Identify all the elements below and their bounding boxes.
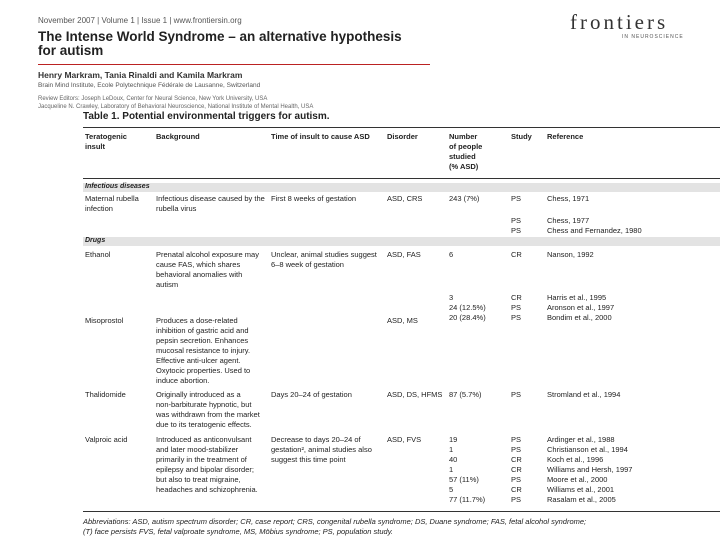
- valproic-time-l1: Decrease to days 20–24 of: [271, 435, 361, 444]
- section-band-drugs: [83, 237, 720, 246]
- thalidomide-time: Days 20–24 of gestation: [271, 390, 352, 399]
- valproic-time: [271, 435, 372, 465]
- rubella-reference-1: Chess, 1971: [547, 194, 590, 203]
- paper-affiliation: Brain Mind Institute, Ecole Polytechnique Fédérale de Lausanne, Switzerland: [38, 82, 261, 89]
- thalidomide-bg-l4: due to its teratogenic effects.: [156, 420, 252, 429]
- col-header-background: Background: [156, 132, 200, 141]
- ethanol-bg-l2: cause FAS, which shares: [156, 260, 241, 269]
- section-band-infectious: [83, 183, 720, 192]
- valproic-study-7: PS: [511, 495, 522, 504]
- table-title: Table 1. Potential environmental triggers for autism.: [83, 111, 330, 122]
- valproic-number-4: 1: [449, 465, 454, 474]
- valproic-number-2: 1: [449, 445, 454, 454]
- review-editors-line2: Jacqueline N. Crawley, Laboratory of Behavioral Neuroscience, National Institute of Mental Health, USA: [38, 104, 314, 110]
- valproic-study-5: PS: [511, 475, 522, 484]
- ethanol-bg-l4: autism: [156, 280, 179, 289]
- valproic-reference-3: Koch et al., 1996: [547, 455, 604, 464]
- ethanol-time-l1: Unclear, animal studies suggest: [271, 250, 377, 259]
- valproic-reference-2: Christianson et al., 1994: [547, 445, 628, 454]
- valproic-study-1: PS: [511, 435, 522, 444]
- ethanol-bg-l1: Prenatal alcohol exposure may: [156, 250, 259, 259]
- ethanol-reference-2: Harris et al., 1995: [547, 293, 607, 302]
- valproic-bg-l1: Introduced as anticonvulsant: [156, 435, 252, 444]
- title-divider: [38, 64, 430, 65]
- col-header-number-l3: studied: [449, 152, 476, 161]
- ethanol-disorder: ASD, FAS: [387, 250, 421, 259]
- ethanol-background: [156, 250, 259, 290]
- valproic-bg-l5: but also to treat migraine,: [156, 475, 241, 484]
- thalidomide-bg-l2: non-barbiturate hypnotic, but: [156, 400, 252, 409]
- ethanol-insult: Ethanol: [85, 250, 111, 259]
- valproic-time-l2: gestation², animal studies also: [271, 445, 372, 454]
- review-editors-line1: Review Editors: Joseph LeDoux, Center for Neural Science, New York University, USA: [38, 96, 268, 102]
- valproic-reference-4: Williams and Hersh, 1997: [547, 465, 633, 474]
- valproic-reference-1: Ardinger et al., 1988: [547, 435, 615, 444]
- valproic-study-6: CR: [511, 485, 522, 494]
- frontiers-logo: frontiers: [570, 10, 669, 34]
- rubella-time: First 8 weeks of gestation: [271, 194, 357, 203]
- rubella-disorder: ASD, CRS: [387, 194, 423, 203]
- journal-issue-line: November 2007 | Volume 1 | Issue 1 | www.frontiersin.org: [38, 16, 242, 25]
- misoprostol-bg-l6: Oxytocic properties. Used to: [156, 366, 251, 375]
- ethanol-time: [271, 250, 377, 270]
- thalidomide-disorder: ASD, DS, HFMS: [387, 390, 443, 399]
- table-bottom-rule: [83, 511, 720, 512]
- valproic-study-3: CR: [511, 455, 522, 464]
- misoprostol-bg-l4: mucosal resistance to injury.: [156, 346, 251, 355]
- col-header-teratogen-l1: Teratogenic: [85, 132, 127, 141]
- valproic-bg-l4: epilepsy and bipolar disorder;: [156, 465, 254, 474]
- col-header-number-l1: Number: [449, 132, 478, 141]
- misoprostol-bg-l7: induce abortion.: [156, 376, 210, 385]
- ethanol-number-4: 20 (28.4%): [449, 313, 486, 322]
- valproic-insult: Valproic acid: [85, 435, 128, 444]
- frontiers-logo-subtitle: IN NEUROSCIENCE: [622, 34, 684, 40]
- table-footnote: [83, 517, 586, 537]
- paper-title-line2: for autism: [38, 43, 104, 58]
- rubella-study-1: PS: [511, 194, 522, 203]
- col-header-number-l4: (% ASD): [449, 162, 479, 171]
- ethanol-study-1: CR: [511, 250, 522, 259]
- rubella-insult-l1: Maternal rubella: [85, 194, 139, 203]
- thalidomide-study-1: PS: [511, 390, 522, 399]
- valproic-time-l3: suggest this time point: [271, 455, 346, 464]
- rubella-insult-l2: infection: [85, 204, 113, 213]
- misoprostol-insult: Misoprostol: [85, 316, 124, 325]
- rubella-study-2: PS: [511, 216, 522, 225]
- thalidomide-number-1: 87 (5.7%): [449, 390, 482, 399]
- rubella-reference-2: Chess, 1977: [547, 216, 590, 225]
- ethanol-study-3: PS: [511, 303, 522, 312]
- table-footnote-l2: (T) face persists FVS, fetal valproate syndrome, MS, Möbius syndrome; PS, population study.: [83, 527, 393, 536]
- valproic-number-5: 57 (11%): [449, 475, 479, 484]
- thalidomide-reference-1: Stromland et al., 1994: [547, 390, 621, 399]
- col-header-number-l2: of people: [449, 142, 483, 151]
- col-header-study: Study: [511, 132, 532, 141]
- valproic-number-7: 77 (11.7%): [449, 495, 486, 504]
- valproic-study-2: PS: [511, 445, 522, 454]
- ethanol-number-2: 3: [449, 293, 454, 302]
- thalidomide-bg-l1: Originally introduced as a: [156, 390, 241, 399]
- misoprostol-bg-l3: pepsin secretion. Enhances: [156, 336, 249, 345]
- ethanol-number-3: 24 (12.5%): [449, 303, 486, 312]
- thalidomide-insult: Thalidomide: [85, 390, 126, 399]
- paper-title-line1: The Intense World Syndrome – an alternative hypothesis: [38, 29, 402, 44]
- section-label-infectious: Infectious diseases: [85, 183, 150, 190]
- review-editors: [38, 95, 598, 111]
- col-header-disorder: Disorder: [387, 132, 418, 141]
- ethanol-reference-4: Bondim et al., 2000: [547, 313, 612, 322]
- rubella-bg-l2: rubella virus: [156, 204, 197, 213]
- valproic-background: [156, 435, 258, 495]
- valproic-number-1: 19: [449, 435, 458, 444]
- valproic-bg-l3: primarily in the treatment of: [156, 455, 247, 464]
- col-header-number: [449, 132, 482, 172]
- misoprostol-bg-l1: Produces a dose-related: [156, 316, 238, 325]
- misoprostol-bg-l2: inhibition of gastric acid and: [156, 326, 249, 335]
- thalidomide-background: [156, 390, 260, 430]
- ethanol-time-l2: 6–8 week of gestation: [271, 260, 344, 269]
- ethanol-number-1: 6: [449, 250, 454, 259]
- valproic-bg-l2: and later mood-stabilizer: [156, 445, 239, 454]
- ethanol-study-2: CR: [511, 293, 522, 302]
- misoprostol-bg-l5: Effective anti-ulcer agent.: [156, 356, 241, 365]
- table-header-rule: [83, 178, 720, 179]
- ethanol-study-4: PS: [511, 313, 522, 322]
- valproic-bg-l6: headaches and schizophrenia.: [156, 485, 258, 494]
- table-footnote-l1: Abbreviations: ASD, autism spectrum disorder; CR, case report; CRS, congenital rubella syndrome; DS, Duane syndrome; FAS, fetal alcohol syndrome;: [83, 517, 587, 526]
- rubella-study-3: PS: [511, 226, 522, 235]
- valproic-reference-5: Moore et al., 2000: [547, 475, 608, 484]
- rubella-background: [156, 194, 265, 214]
- ethanol-reference-1: Nanson, 1992: [547, 250, 594, 259]
- rubella-number-1: 243 (7%): [449, 194, 480, 203]
- misoprostol-disorder: ASD, MS: [387, 316, 418, 325]
- paper-title: [38, 30, 508, 58]
- table-top-rule: [83, 127, 720, 128]
- misoprostol-background: [156, 316, 250, 386]
- rubella-insult: [85, 194, 139, 214]
- valproic-reference-6: Williams et al., 2001: [547, 485, 615, 494]
- valproic-number-6: 5: [449, 485, 454, 494]
- col-header-time: Time of insult to cause ASD: [271, 132, 370, 141]
- paper-authors: Henry Markram, Tania Rinaldi and Kamila Markram: [38, 70, 243, 80]
- ethanol-reference-3: Aronson et al., 1997: [547, 303, 615, 312]
- valproic-study-4: CR: [511, 465, 522, 474]
- col-header-reference: Reference: [547, 132, 584, 141]
- thalidomide-bg-l3: was withdrawn from the market: [156, 410, 260, 419]
- rubella-reference-3: Chess and Fernandez, 1980: [547, 226, 642, 235]
- section-label-drugs: Drugs: [85, 237, 106, 244]
- valproic-number-3: 40: [449, 455, 458, 464]
- valproic-disorder: ASD, FVS: [387, 435, 422, 444]
- valproic-reference-7: Rasalam et al., 2005: [547, 495, 616, 504]
- ethanol-bg-l3: behavioral anomalies with: [156, 270, 243, 279]
- col-header-teratogen-l2: insult: [85, 142, 105, 151]
- col-header-teratogen: [85, 132, 127, 152]
- rubella-bg-l1: Infectious disease caused by the: [156, 194, 265, 203]
